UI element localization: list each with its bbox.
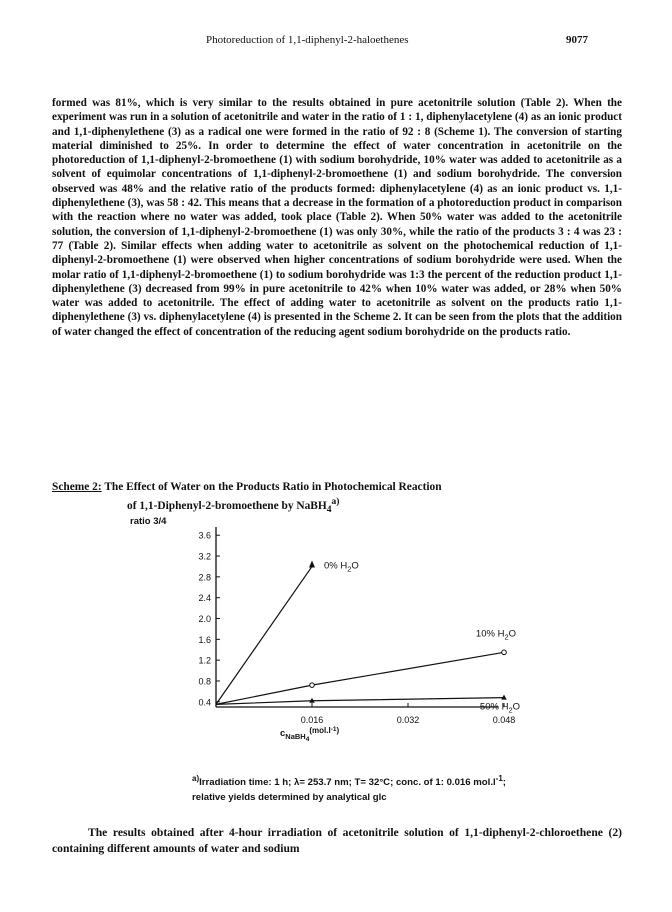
x-axis-label-unit-sup: -1 <box>330 726 337 733</box>
y-tick-label: 3.2 <box>198 551 211 562</box>
footnote-line2: relative yields determined by analytical glc <box>192 792 387 804</box>
y-tick-label: 2.4 <box>198 593 211 604</box>
y-tick-label: 2.8 <box>198 572 211 583</box>
body-paragraph: formed was 81%, which is very similar to the results obtained in pure acetonitrile solution (Table 2). When the experiment was run in a solution of acetonitrile and water in the ratio of 1 : 1, diphenylacetylene (4) as an ionic product and 1,1-diphenylethene (3) as a radical one were formed in the ratio of 92 : 8 (Scheme 1). The conversion of starting material diminished to 25%. In order to determine the effect of water concentration in acetonitrile on the photoreduction of 1,1-diphenyl-2-bromoethene (1) with sodium borohydride, 10% water was added to acetonitrile as a solvent of equimolar concentrations of 1,1-diphenyl-2-bromoethene (1) and sodium borohydride. The conversion observed was 48% and the relative ratio of the products formed: diphenylacetylene (4) as an ionic product vs. 1,1-diphenylethene (3), was 58 : 42. This means that a decrease in the formation of a photoreduction product in comparison with the reaction where no water was added, took place (Table 2). When 50% water was added to the acetonitrile solution, the conversion of 1,1-diphenyl-2-bromoethene (1) was only 30%, while the ratio of the products 3 : 4 was 23 : 77 (Table 2). Similar effects when adding water to acetonitrile as solvent on the photochemical reduction of 1,1-diphenyl-2-bromoethene (1) were observed when higher concentrations of sodium borohydride were used. When the molar ratio of 1,1-diphenyl-2-bromoethene (1) to sodium borohydride was 1:3 the percent of the reduction product 1,1-diphenylethene (3) decreased from 99% in pure acetonitrile to 42% when 10% water was added, or 28% when 50% water was added to acetonitrile. The effect of adding water to acetonitrile as solvent on the products ratio 1,1-diphenylethene (3) vs. diphenylacetylene (4) is presented in the Scheme 2. It can be seen from the plots that the addition of water changed the effect of concentration of the reducing agent sodium borohydride on the products ratio. <box>52 97 622 338</box>
y-tick-label: 0.8 <box>198 676 211 687</box>
series-line <box>216 698 504 705</box>
series-label-end: O <box>351 560 359 572</box>
footnote-line1 <box>192 771 506 790</box>
footnote-sup: a) <box>192 774 200 783</box>
running-head <box>0 34 672 50</box>
series-line <box>216 566 312 704</box>
y-tick-label: 0.4 <box>198 697 211 708</box>
x-axis-label-unit: (mol.l <box>309 726 331 735</box>
x-axis-label-sub: NaBH <box>285 732 306 741</box>
series-point <box>309 560 315 567</box>
footnote-exp: -1 <box>495 774 503 783</box>
series-label-sub: 2 <box>508 705 513 715</box>
y-tick-label: 1.2 <box>198 655 211 666</box>
x-tick-label: 0.032 <box>396 715 420 725</box>
x-axis-label-unit-end: ) <box>336 726 340 735</box>
closing-paragraph: The results obtained after 4-hour irradiation of acetonitrile solution of 1,1-diphenyl-2-chloroethene (2) containing different amounts of water and sodium <box>52 826 622 855</box>
scheme-title-line1: The Effect of Water on the Products Ratio in Photochemical Reaction <box>104 481 442 493</box>
series-label-main: 0% H <box>324 560 348 572</box>
footnote-line1-text: Irradiation time: 1 h; λ= 253.7 nm; T= 32°C; conc. of 1: 0.016 mol.l <box>199 777 496 789</box>
y-axis-label: ratio 3/4 <box>130 516 167 527</box>
series-label <box>324 560 359 573</box>
series-point <box>310 683 315 688</box>
series-label-end: O <box>508 628 516 640</box>
footnote <box>192 771 506 805</box>
scheme-title-sub: 4 <box>326 505 332 516</box>
y-tick-label: 2.0 <box>198 614 211 624</box>
running-title: Photoreduction of 1,1-diphenyl-2-haloethenes <box>206 34 409 46</box>
series-label-end: O <box>512 701 520 713</box>
series-point <box>502 650 507 655</box>
x-tick-label: 0.016 <box>300 715 324 725</box>
series-label <box>476 628 516 641</box>
x-axis-label-main: c <box>280 728 286 739</box>
ratio-chart <box>130 510 520 760</box>
footnote-line1-end: ; <box>502 777 506 789</box>
scheme-title-line2: of 1,1-Diphenyl-2-bromoethene by NaBH <box>127 499 327 512</box>
y-tick-label: 1.6 <box>198 634 211 645</box>
x-tick-label: 0.048 <box>492 715 516 725</box>
x-axis-label <box>280 726 339 743</box>
page-number: 9077 <box>566 34 588 46</box>
scheme-title-sup: a) <box>331 497 340 507</box>
axes <box>198 527 515 725</box>
series-line <box>216 652 504 704</box>
series-label <box>480 702 520 715</box>
series-label-main: 10% H <box>475 628 505 640</box>
x-axis-label-sub2: 4 <box>305 736 310 743</box>
series-label-main: 50% H <box>479 701 509 713</box>
scheme-label: Scheme 2: <box>52 481 102 493</box>
series-layer <box>216 560 520 714</box>
series-label-sub: 2 <box>504 632 509 642</box>
series-label-sub: 2 <box>347 564 352 574</box>
y-tick-label: 3.6 <box>198 530 211 541</box>
